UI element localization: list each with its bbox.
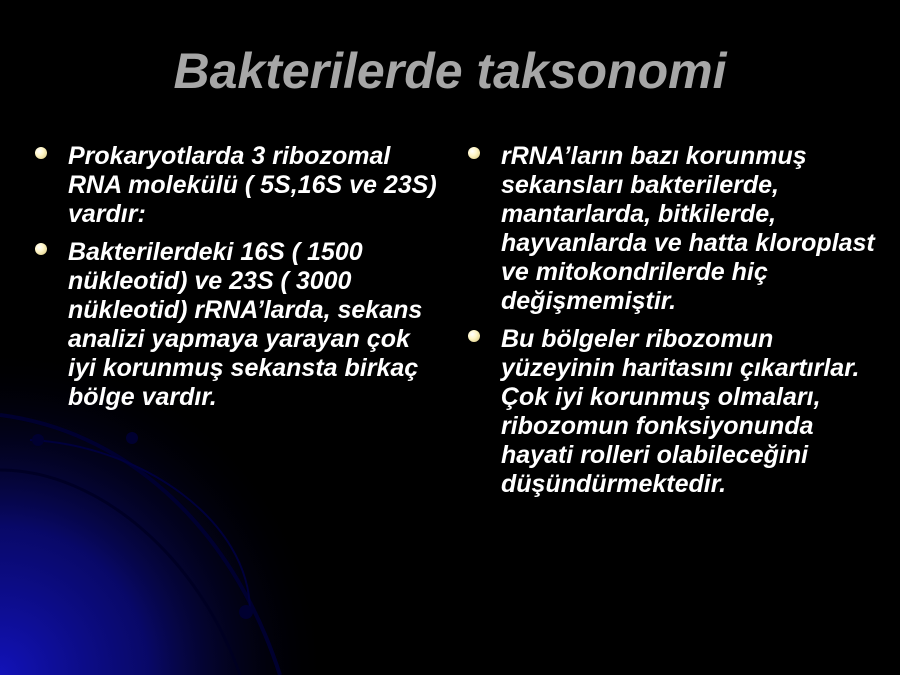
bullet-text: rRNA’ların bazı korunmuş sekansları bakterilerde, mantarlarda, bitkilerde, hayvanlarda ve hatta kloroplast ve mitokondrilerde hiç değişmemiştir. — [501, 142, 875, 315]
bullet-text: Bakterilerdeki 16S ( 1500 nükleotid) ve 23S ( 3000 nükleotid) rRNA’larda, sekans analizi yapmaya yarayan çok iyi korunmuş sekansta birkaç bölge vardır. — [68, 238, 423, 411]
bullet-text: Bu bölgeler ribozomun yüzeyinin haritasını çıkartırlar. Çok iyi korunmuş olmaları, ribozomun fonksiyonunda hayati rolleri olabileceğini düşündürmektedir. — [501, 325, 860, 498]
bullet-text: Prokaryotlarda 3 ribozomal RNA molekülü ( 5S,16S ve 23S) vardır: — [68, 142, 437, 228]
bullet-dot-icon — [468, 330, 480, 342]
right-column — [463, 142, 883, 508]
slide-title: Bakterilerde taksonomi — [173, 43, 727, 99]
bullet-item — [463, 142, 883, 316]
bullet-item — [463, 325, 883, 499]
bullet-dot-icon — [35, 147, 47, 159]
left-column — [30, 142, 440, 421]
bullet-item — [30, 238, 440, 412]
bullet-dot-icon — [468, 147, 480, 159]
bullet-dot-icon — [35, 243, 47, 255]
left-bullet-list — [30, 142, 440, 412]
bullet-item — [30, 142, 440, 229]
right-bullet-list — [463, 142, 883, 499]
